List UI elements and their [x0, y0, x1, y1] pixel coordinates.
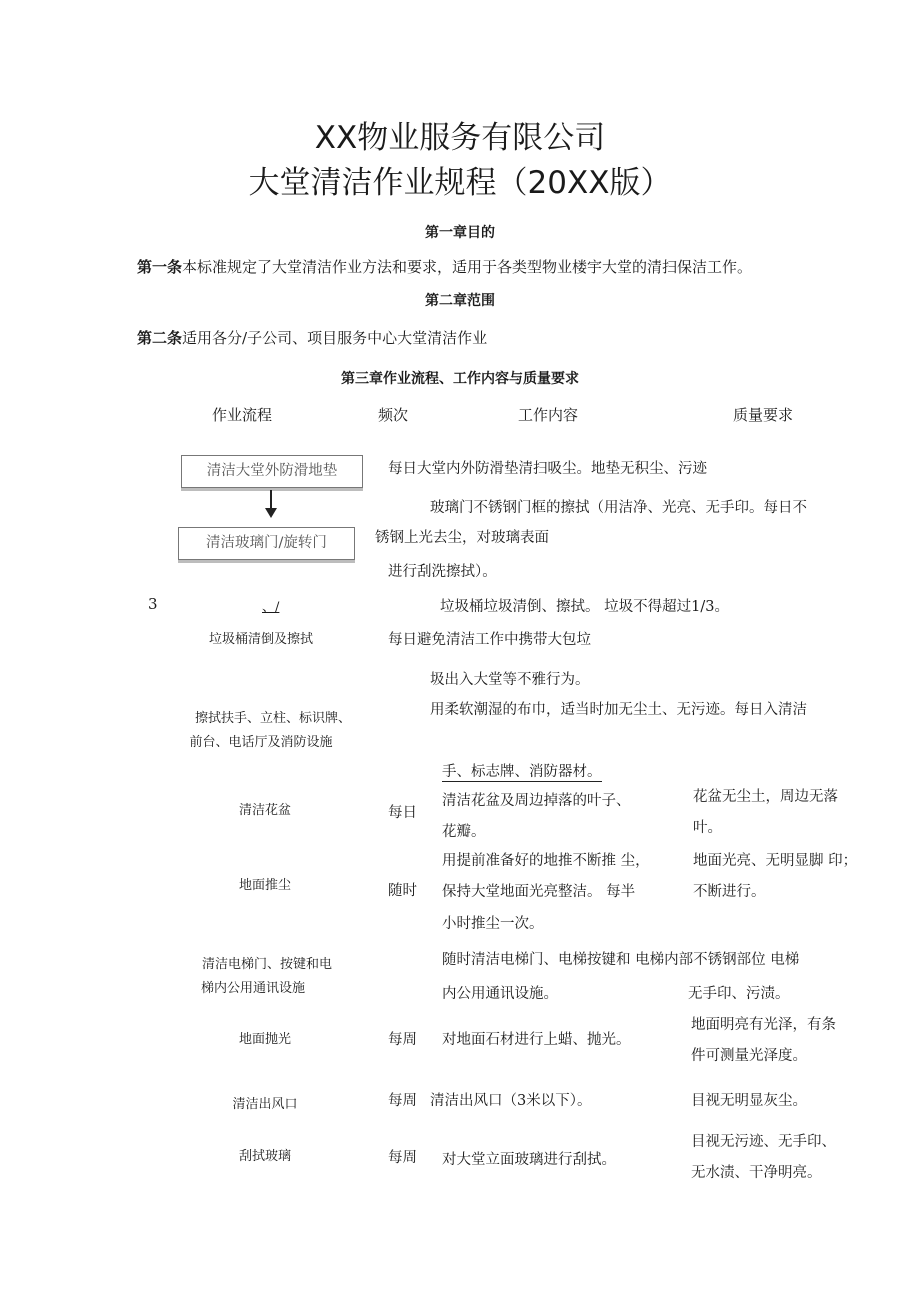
article-1-text: 本标准规定了大堂清洁作业方法和要求，适用于各类型物业楼宇大堂的清扫保洁工作。: [182, 258, 753, 276]
article-1-label: 第一条: [137, 258, 183, 276]
row3-content-line1: 垃圾桶垃圾清倒、擦拭。 垃圾不得超过1/3。: [440, 599, 729, 615]
document-subtitle: 大堂清洁作业规程（20XX版）: [248, 165, 672, 201]
row7-content-line1: 随时清洁电梯门、电梯按键和 电梯内部不锈钢部位 电梯: [442, 952, 800, 968]
row10-process: 刮拭玻璃: [238, 1149, 291, 1164]
article-2-text: 适用各分/子公司、项目服务中心大堂清洁作业: [182, 329, 488, 347]
header-content: 工作内容: [518, 406, 579, 424]
document-title: XX物业服务有限公司: [314, 120, 606, 156]
row6-quality-line1: 地面光亮、无明显脚 印；: [693, 853, 858, 869]
row9-content: 清洁出风口（3米以下）。: [430, 1093, 592, 1109]
row5-quality-line1: 花盆无尘土，周边无落: [693, 789, 838, 805]
row6-content-line2: 保持大堂地面光亮整洁。 每半: [442, 884, 636, 900]
row2-content-line2: 锈钢上光去尘，对玻璃表面: [375, 530, 549, 546]
flow-box-glass-door: 清洁玻璃门/旋转门: [178, 527, 355, 560]
row10-quality-line1: 目视无污迹、无手印、: [691, 1134, 836, 1150]
arrow-down-icon: [265, 508, 277, 518]
row3-content-line3: 圾出入大堂等不雅行为。: [430, 672, 590, 688]
flow-box-anti-slip-mat: 清洁大堂外防滑地垫: [181, 455, 363, 488]
row8-frequency: 每周: [388, 1032, 417, 1048]
row3-content-line2: 每日避免清洁工作中携带大包垃: [388, 632, 591, 648]
row7-quality-line2: 无手印、污渍。: [688, 986, 790, 1002]
row3-number: 3: [148, 595, 158, 613]
row4-content-line1: 用柔软潮湿的布巾，适当时加无尘土、无污迹。每日入清洁: [430, 702, 807, 718]
header-frequency: 频次: [378, 406, 409, 424]
article-2-label: 第二条: [137, 329, 183, 347]
chapter-1-heading: 第一章目的: [425, 225, 495, 241]
row6-process: 地面推尘: [238, 878, 291, 893]
row5-quality-line2: 叶。: [693, 820, 722, 836]
row8-content: 对地面石材进行上蜡、抛光。: [442, 1032, 631, 1048]
row10-frequency: 每周: [388, 1150, 417, 1166]
header-process: 作业流程: [212, 406, 273, 424]
row10-content: 对大堂立面玻璃进行刮拭。: [442, 1152, 616, 1168]
row2-content-line3: 进行刮洗擦拭）。: [388, 564, 497, 580]
row6-quality-line2: 不断进行。: [693, 884, 766, 900]
article-2: [137, 327, 487, 348]
row1-content: 每日大堂内外防滑垫清扫吸尘。地垫无积尘、污迹: [388, 461, 707, 477]
row3-process: 垃圾桶清倒及擦拭: [208, 632, 313, 647]
row5-content-line2: 花瓣。: [442, 824, 486, 840]
row5-process: 清洁花盆: [238, 803, 291, 818]
row6-content-line3: 小时推尘一次。: [442, 916, 544, 932]
row7-process-line1: 清洁电梯门、按键和电: [201, 957, 332, 972]
row5-content-line1: 清洁花盆及周边掉落的叶子、: [442, 793, 631, 809]
chapter-3-heading: 第三章作业流程、工作内容与质量要求: [341, 371, 579, 387]
row8-quality-line2: 件可测量光泽度。: [691, 1048, 807, 1064]
row9-process: 清洁出风口: [232, 1097, 298, 1112]
row3-mark: 、/: [262, 600, 280, 615]
row5-frequency: 每日: [388, 805, 417, 821]
article-1: [137, 256, 752, 277]
chapter-2-heading: 第二章范围: [425, 293, 495, 309]
row6-frequency: 随时: [388, 883, 417, 899]
row9-quality: 目视无明显灰尘。: [691, 1093, 807, 1109]
row7-process-line2: 梯内公用通讯设施: [200, 981, 305, 996]
row4-content-line2: 手、标志牌、消防器材。: [442, 760, 602, 782]
row6-content-line1: 用提前准备好的地推不断推 尘，: [442, 853, 650, 869]
row10-quality-line2: 无水渍、干净明亮。: [691, 1165, 822, 1181]
row4-process-line2: 前台、电话厅及消防设施: [189, 735, 333, 750]
row4-process-line1: 擦拭扶手、立柱、标识牌、: [194, 711, 351, 726]
row8-quality-line1: 地面明亮有光泽，有条: [691, 1017, 836, 1033]
row7-content-line2: 内公用通讯设施。: [442, 986, 558, 1002]
row9-frequency: 每周: [388, 1093, 417, 1109]
header-quality: 质量要求: [733, 406, 794, 424]
row2-content-line1: 玻璃门不锈钢门框的擦拭（用洁净、光亮、无手印。每日不: [430, 500, 807, 516]
row8-process: 地面抛光: [238, 1032, 291, 1047]
